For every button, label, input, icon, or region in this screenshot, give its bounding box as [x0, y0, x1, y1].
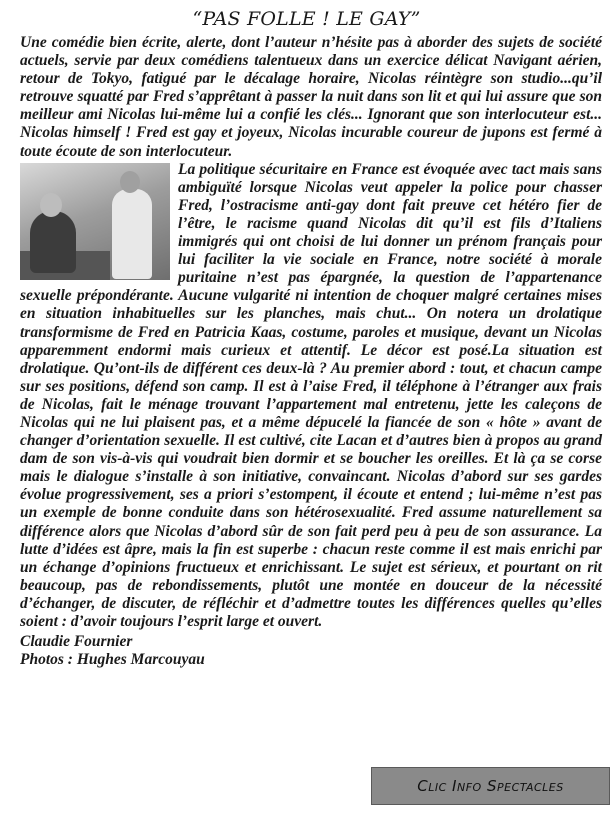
- photo-actor-seated-head: [40, 193, 62, 217]
- author-signature: Claudie Fournier: [20, 633, 133, 651]
- article-body: [20, 34, 602, 669]
- photo-actor-standing-head: [120, 171, 140, 193]
- article-title: “PAS FOLLE ! LE GAY”: [192, 8, 421, 30]
- stage-photo: [20, 163, 170, 280]
- photo-credit: Photos : Hughes Marcouyau: [20, 651, 205, 669]
- photo-actor-standing: [112, 189, 152, 279]
- photo-actor-seated: [30, 211, 76, 273]
- article-main-paragraph: La politique sécuritaire en France est évoquée avec tact mais sans ambiguïté lorsque Nicolas veut appeler la police pour chasser Fred, l’ostracisme anti-gay dont fait preuve cet hétéro fier de l’être, le racisme quand Nicolas dit qu’il est fils d’Italiens immigrés qui ont choisi de lui donner un prénom français pour lui faciliter la vie sociale en France, notre société à morale puritaine n’est pas épargnée, la question de l’appartenance sexuelle prépondérante. Aucune vulgarité ni intention de choquer malgré certaines mises en situation inhabituelles sur les planches, mais chut... On notera un drolatique transformisme de Fred en Patricia Kaas, costume, paroles et musique, devant un Nicolas apparemment endormi mais curieux et attentif. Le décor est posé.La situation est drolatique. Qu’ont-ils de différent ces deux-là ? Au premier abord : tout, et chacun campe sur ses positions, défend son camp. Il est à l’aise Fred, il téléphone à l’étranger aux frais de Nicolas, fait le ménage trouvant l’appartement mal entretenu, jette les caleçons de Nicolas qui ne lui plaisent pas, et a même dépucelé la fiancée de son « hôte » avant de changer d’orientation sexuelle. Il est cultivé, cite Lacan et d’autres bien à propos au grand dam de son vis-à-vis qui voudrait bien dormir et se boucher les oreilles. Et là ça se corse mais le dialogue s’installe à son initiative, convaincant. Nicolas d’abord sur ses gardes évolue progressivement, ses a priori s’estompent, il écoute et entend ; lui-même n’est pas un exemple de bonne conduite dans son hétérosexualité. Fred assume naturellement sa différence alors que Nicolas d’abord sûr de son fait perd peu à peu de son assurance. La lutte d’idées est âpre, mais la fin est superbe : chacun reste comme il est mais enrichi par un échange d’opinions fructueux et enrichissant. Le sujet est sérieux, et pourtant on rit beaucoup, pas de rebondissements, plutôt une montée en douceur de la nécessité d’échanger, de discuter, de réfléchir et d’admettre toutes les différences quelles qu’elles soient : d’avoir toujours l’esprit large et ouvert.: [20, 160, 602, 630]
- logo-text: Clic Info Spectacles: [417, 777, 564, 795]
- article-intro-paragraph: Une comédie bien écrite, alerte, dont l’auteur n’hésite pas à aborder des sujets de société actuels, servie par deux comédiens talentueux dans un exercice délicat Navigant aérien, retour de Tokyo, fatigué par le décalage horaire, Nicolas réintègre son studio...qu’il retrouve squatté par Fred s’apprêtant à passer la nuit dans son lit et qui lui assure que son meilleur ami Nicolas lui-même lui a confié les clés... Ignorant que son interlocuteur est... Nicolas himself ! Fred est gay et joyeux, Nicolas incurable coureur de jupons est fermé à toute écoute de son interlocuteur.: [20, 34, 602, 160]
- clic-info-spectacles-logo: [371, 767, 610, 805]
